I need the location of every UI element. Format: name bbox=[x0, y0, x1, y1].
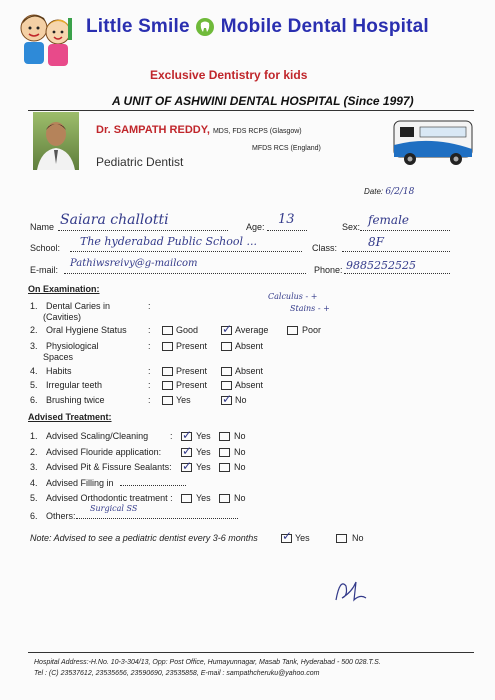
checkbox-habits-present[interactable] bbox=[162, 367, 173, 376]
doctor-name bbox=[96, 124, 302, 136]
treatment-num: 5. bbox=[30, 493, 38, 503]
exam-colon: : bbox=[148, 341, 151, 351]
option-yes: Yes bbox=[295, 533, 310, 543]
checkbox-irregular-absent[interactable] bbox=[221, 381, 232, 390]
checkbox-note-no[interactable] bbox=[336, 534, 347, 543]
doctor-degrees-2: MFDS RCS (England) bbox=[252, 145, 321, 152]
treatment-row-orthodontic bbox=[30, 493, 173, 503]
examination-heading: On Examination: bbox=[28, 284, 100, 294]
phone-value: 9885252525 bbox=[346, 259, 416, 272]
unit-line: A UNIT OF ASHWINI DENTAL HOSPITAL (Since 1997) bbox=[112, 94, 414, 108]
checkbox-ortho-no[interactable] bbox=[219, 494, 230, 503]
sex-value: female bbox=[368, 213, 410, 227]
option-absent: Absent bbox=[235, 341, 264, 351]
treatment-row-sealants bbox=[30, 462, 172, 472]
exam-num: 1. bbox=[30, 301, 38, 311]
sex-label: Sex: bbox=[342, 222, 361, 232]
exam-label: Irregular teeth bbox=[46, 380, 103, 390]
exam-label: Physiological bbox=[46, 341, 99, 351]
class-value: 8F bbox=[368, 235, 384, 249]
exam-row-caries-sub: (Cavities) bbox=[43, 312, 82, 322]
checkbox-hygiene-poor[interactable] bbox=[287, 326, 298, 335]
header-divider bbox=[28, 110, 474, 111]
option-yes: Yes bbox=[196, 493, 211, 503]
age-line bbox=[267, 230, 307, 231]
option-yes: Yes bbox=[196, 431, 211, 441]
treatment-label: Advised Filling in bbox=[46, 478, 114, 488]
option-good: Good bbox=[176, 325, 199, 335]
check-mark-icon: ✓ bbox=[222, 322, 233, 336]
email-label: E-mail: bbox=[30, 265, 59, 275]
treatment-num: 2. bbox=[30, 447, 38, 457]
option-yes: Yes bbox=[196, 447, 211, 457]
treatment-num: 4. bbox=[30, 478, 38, 488]
treatment-colon: : bbox=[170, 431, 173, 441]
treatment-label: Advised Orthodontic treatment : bbox=[46, 493, 173, 503]
name-value: Saiara challotti bbox=[60, 212, 169, 228]
date-label: Date: bbox=[364, 187, 384, 196]
age-value: 13 bbox=[278, 212, 295, 227]
check-mark-icon: ✓ bbox=[282, 529, 293, 543]
exam-row-habits bbox=[30, 366, 72, 376]
doctor-role: Pediatric Dentist bbox=[96, 155, 184, 169]
exam-num: 3. bbox=[30, 341, 38, 351]
exam-label: Dental Caries in bbox=[46, 301, 111, 311]
exam-colon: : bbox=[148, 325, 151, 335]
option-yes: Yes bbox=[196, 462, 211, 472]
checkbox-sealants-no[interactable] bbox=[219, 463, 230, 472]
date-field bbox=[364, 187, 414, 197]
option-no: No bbox=[234, 493, 246, 503]
class-line bbox=[342, 251, 450, 252]
checkbox-flouride-no[interactable] bbox=[219, 448, 230, 457]
treatment-num: 6. bbox=[30, 511, 38, 521]
sex-line bbox=[360, 230, 450, 231]
treatment-row-filling bbox=[30, 478, 114, 488]
option-no: No bbox=[235, 395, 247, 405]
exam-num: 5. bbox=[30, 380, 38, 390]
treatment-label: Advised Flouride application: bbox=[46, 447, 162, 457]
checkbox-spaces-present[interactable] bbox=[162, 342, 173, 351]
treatment-row-scaling bbox=[30, 431, 148, 441]
exam-colon: : bbox=[148, 366, 151, 376]
exam-label: Oral Hygiene Status bbox=[46, 325, 127, 335]
doctor-photo bbox=[33, 112, 79, 170]
treatment-label: Advised Scaling/Cleaning bbox=[46, 431, 149, 441]
tagline: Exclusive Dentistry for kids bbox=[150, 68, 308, 82]
checkbox-scaling-no[interactable] bbox=[219, 432, 230, 441]
exam-num: 6. bbox=[30, 395, 38, 405]
exam-row-caries bbox=[30, 301, 110, 311]
option-absent: Absent bbox=[235, 366, 264, 376]
phone-line bbox=[344, 273, 450, 274]
checkbox-habits-absent[interactable] bbox=[221, 367, 232, 376]
tooth-icon bbox=[195, 17, 215, 37]
age-label: Age: bbox=[246, 222, 265, 232]
note-row bbox=[30, 533, 258, 543]
exam-label: Brushing twice bbox=[46, 395, 105, 405]
kids-logo bbox=[14, 8, 80, 74]
option-no: No bbox=[234, 462, 246, 472]
exam-num: 4. bbox=[30, 366, 38, 376]
school-line bbox=[70, 251, 302, 252]
footer-contact: Tel : (C) 23537612, 23535656, 23590690, 23535858, E-mail : sampathcheruku@yahoo.com bbox=[34, 670, 320, 677]
checkbox-irregular-present[interactable] bbox=[162, 381, 173, 390]
treatment-num: 3. bbox=[30, 462, 38, 472]
title-part1: Little Smile bbox=[86, 16, 190, 37]
side-note-stains: Stains - + bbox=[290, 304, 330, 313]
school-value: The hyderabad Public School ... bbox=[80, 235, 257, 248]
treatment-num: 1. bbox=[30, 431, 38, 441]
option-no: No bbox=[234, 431, 246, 441]
option-average: Average bbox=[235, 325, 269, 335]
doctor-signature bbox=[330, 574, 370, 611]
option-yes: Yes bbox=[176, 395, 191, 405]
name-label: Name bbox=[30, 222, 55, 232]
footer-address: Hospital Address:-H.No. 10-3-304/13, Opp: Post Office, Humayunnagar, Masab Tank, Hyderabad - 500 028.T.S. bbox=[34, 659, 381, 666]
checkbox-ortho-yes[interactable] bbox=[181, 494, 192, 503]
exam-row-hygiene bbox=[30, 325, 127, 335]
school-label: School: bbox=[30, 243, 61, 253]
exam-row-irregular bbox=[30, 380, 102, 390]
note-text: Note: Advised to see a pediatric dentist every 3-6 months bbox=[30, 533, 258, 543]
treatment-label: Others: bbox=[46, 511, 76, 521]
exam-num: 2. bbox=[30, 325, 38, 335]
check-mark-icon: ✓ bbox=[182, 459, 193, 473]
exam-label: Habits bbox=[46, 366, 72, 376]
option-absent: Absent bbox=[235, 380, 264, 390]
others-value: Surgical SS bbox=[90, 504, 138, 513]
check-mark-icon: ✓ bbox=[182, 428, 193, 442]
exam-row-brushing bbox=[30, 395, 105, 405]
side-note-calculus: Calculus - + bbox=[268, 292, 318, 301]
hospital-title bbox=[86, 16, 429, 38]
mobile-bus-image bbox=[392, 115, 474, 172]
exam-row-spaces bbox=[30, 341, 99, 351]
checkbox-spaces-absent[interactable] bbox=[221, 342, 232, 351]
checkbox-brushing-yes[interactable] bbox=[162, 396, 173, 405]
title-part2: Mobile Dental Hospital bbox=[220, 16, 429, 37]
option-no: No bbox=[352, 533, 364, 543]
doctor-degrees-1: MDS, FDS RCPS (Glasgow) bbox=[212, 128, 302, 135]
class-label: Class: bbox=[312, 243, 338, 253]
checkbox-hygiene-good[interactable] bbox=[162, 326, 173, 335]
option-no: No bbox=[234, 447, 246, 457]
option-present: Present bbox=[176, 366, 208, 376]
date-value: 6/2/18 bbox=[385, 187, 415, 197]
exam-colon: : bbox=[148, 395, 151, 405]
treatment-heading: Advised Treatment: bbox=[28, 412, 112, 422]
exam-row-spaces-sub: Spaces bbox=[43, 352, 74, 362]
option-present: Present bbox=[176, 380, 208, 390]
check-mark-icon: ✓ bbox=[222, 392, 233, 406]
filling-line bbox=[120, 485, 186, 486]
option-poor: Poor bbox=[302, 325, 322, 335]
exam-colon: : bbox=[148, 380, 151, 390]
name-line bbox=[58, 230, 228, 231]
footer-divider bbox=[28, 652, 474, 653]
treatment-row-flouride bbox=[30, 447, 161, 457]
treatment-row-others bbox=[30, 511, 76, 521]
check-mark-icon: ✓ bbox=[182, 444, 193, 458]
treatment-label: Advised Pit & Fissure Sealants: bbox=[46, 462, 172, 472]
email-line bbox=[64, 273, 306, 274]
doctor-name-text: Dr. SAMPATH REDDY, bbox=[96, 124, 210, 136]
phone-label: Phone: bbox=[314, 265, 343, 275]
exam-colon: : bbox=[148, 301, 151, 311]
email-value: Pathiwsreivy@g-mailcom bbox=[70, 258, 198, 269]
option-present: Present bbox=[176, 341, 208, 351]
others-line bbox=[76, 518, 238, 519]
